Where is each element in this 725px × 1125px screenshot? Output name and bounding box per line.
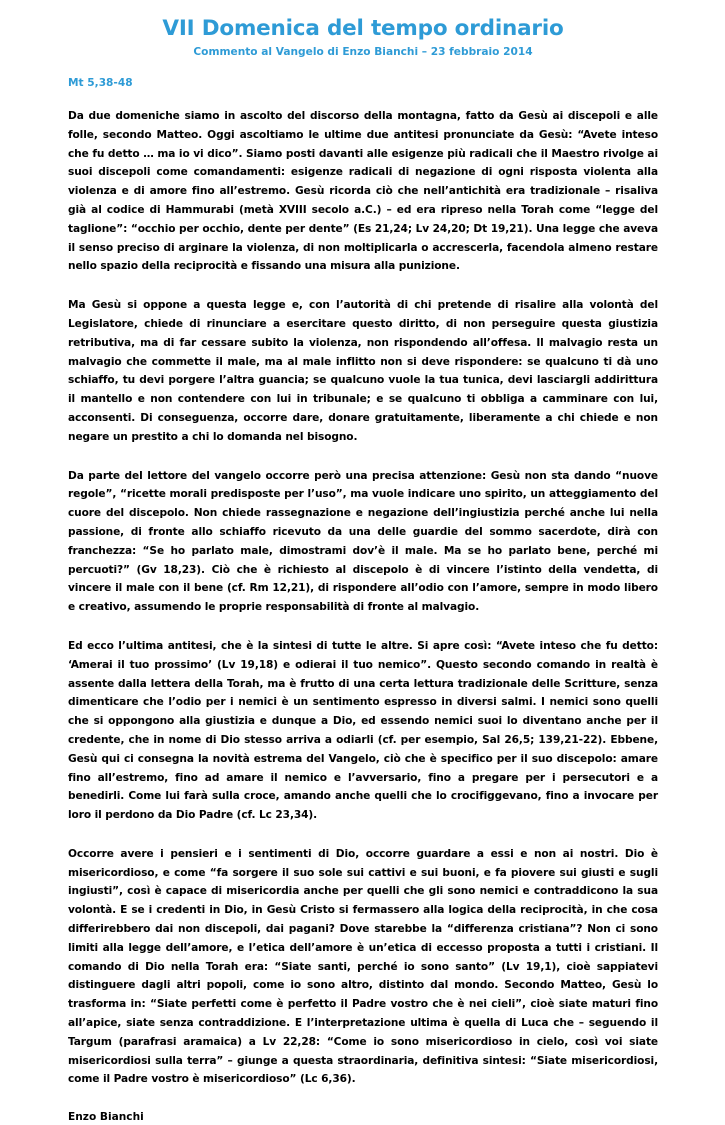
body-paragraph: Ma Gesù si oppone a questa legge e, con l’autorità di chi pretende di risalire alla volontà del Legislatore, chiede di rinunciare a esercitare questo diritto, di non perseguire questa giustizia retributiva, ma di far cessare subito la violenza, non rispondendo all’offesa. Il malvagio resta un malvagio che commette il male, ma al male inflitto non si deve rispondere: se qualcuno ti dà uno schiaffo, tu devi porgere l’altra guancia; se qualcuno vuole la tua tunica, devi lasciargli addirittura il mantello e non contendere con lui in tribunale; e se qualcuno ti obbliga a camminare con lui, acconsenti. Di conseguenza, occorre dare, donare gratuitamente, liberamente a chi chiede e non negare un prestito a chi lo domanda nel bisogno. xyxy=(68,299,658,443)
author-signature: Enzo Bianchi xyxy=(68,1111,144,1124)
body-paragraph: Da parte del lettore del vangelo occorre però una precisa attenzione: Gesù non sta dando “nuove regole”, “ricette morali predisposte per l’uso”, ma vuole indicare uno spirito, un atteggiamento del cuore del discepolo. Non chiede rassegnazione e negazione dell’ingiustizia perché anche lui nella passione, di fronte allo schiaffo ricevuto da una delle guardie del sommo sacerdote, dirà con franchezza: “Se ho parlato male, dimostrami dov’è il male. Ma se ho parlato bene, perché mi percuoti?” (Gv 18,23). Ciò che è richiesto al discepolo è di vincere l’istinto della vendetta, di vincere il male con il bene (cf. Rm 12,21), di rispondere all’odio con l’amore, sempre in modo libero e creativo, assumendo le proprie responsabilità di fronte al malvagio. xyxy=(68,469,658,614)
document-page xyxy=(68,14,658,1125)
body-paragraph: Da due domeniche siamo in ascolto del discorso della montagna, fatto da Gesù ai discepoli e alle folle, secondo Matteo. Oggi ascoltiamo le ultime due antitesi pronunciate da Gesù: “Avete inteso che fu detto … ma io vi dico”. Siamo posti davanti alle esigenze più radicali che il Maestro rivolge ai suoi discepoli come comandamenti: esigenze radicali di negazione di ogni risposta violenta alla violenza e di amore fino all’estremo. Gesù ricorda ciò che nell’antichità era tradizionale – risaliva già al codice di Hammurabi (metà XVIII secolo a.C.) – ed era ripreso nella Torah come “legge del taglione”: “occhio per occhio, dente per dente” (Es 21,24; Lv 24,20; Dt 19,21). Una legge che aveva il senso preciso di arginare la violenza, di non moltiplicarla o accrescerla, facendola almeno restare nello spazio della reciprocità e fissando una misura alla punizione. xyxy=(68,110,658,273)
document-title: VII Domenica del tempo ordinario xyxy=(162,16,564,41)
gospel-reference: Mt 5,38-48 xyxy=(68,77,133,89)
document-subtitle: Commento al Vangelo di Enzo Bianchi – 23 febbraio 2014 xyxy=(193,46,533,58)
body-paragraph: Ed ecco l’ultima antitesi, che è la sintesi di tutte le altre. Si apre così: “Avete inteso che fu detto: ‘Amerai il tuo prossimo’ (Lv 19,18) e odierai il tuo nemico”. Questo secondo comando in realtà è assente dalla lettera della Torah, ma è frutto di una certa lettura tradizionale delle Scritture, senza dimenticare che l’odio per i nemici è un sentimento espresso in diversi salmi. I nemici sono quelli che si oppongono alla giustizia e dunque a Dio, ed essendo nemici suoi lo diventano anche per il credente, che in nome di Dio stesso arriva a odiarli (cf. per esempio, Sal 26,5; 139,21-22). Ebbene, Gesù qui ci consegna la novità estrema del Vangelo, ciò che è specifico per il suo discepolo: amare fino all’estremo, fino ad amare il nemico e l’avversario, fino a pregare per i persecutori e a benedirli. Come lui farà sulla croce, amando anche quelli che lo crocifiggevano, fino a invocare per loro il perdono da Dio Padre (cf. Lc 23,34). xyxy=(68,639,658,822)
body-paragraph: Occorre avere i pensieri e i sentimenti di Dio, occorre guardare a essi e non ai nostri. Dio è misericordioso, e come “fa sorgere il suo sole sui cattivi e sui buoni, e fa piovere sui giusti e sugli ingiusti”, così è capace di misericordia anche per quelli che gli sono nemici e contraddicono la sua volontà. E se i credenti in Dio, in Gesù Cristo si fermassero alla logica della reciprocità, in che cosa differirebbero dai non discepoli, dai pagani? Dove starebbe la “differenza cristiana”? Non ci sono limiti alla legge dell’amore, e l’etica dell’amore è un’etica di eccesso proposta a tutti i cristiani. Il comando di Dio nella Torah era: “Siate santi, perché io sono santo” (Lv 19,1), cioè sappiatevi distinguere dagli altri popoli, come io sono altro, distinto dal mondo. Secondo Matteo, Gesù lo trasforma in: “Siate perfetti come è perfetto il Padre vostro che è nei cieli”, cioè siate maturi fino all’apice, siate senza contraddizione. E l’interpretazione ultima è quella di Luca che – seguendo il Targum (parafrasi aramaica) a Lv 22,28: “Come io sono misericordioso in cielo, così voi siate misericordiosi sulla terra” – giunge a questa straordinaria, definitiva sintesi: “Siate misericordiosi, come il Padre vostro è misericordioso” (Lc 6,36). xyxy=(68,847,658,1086)
